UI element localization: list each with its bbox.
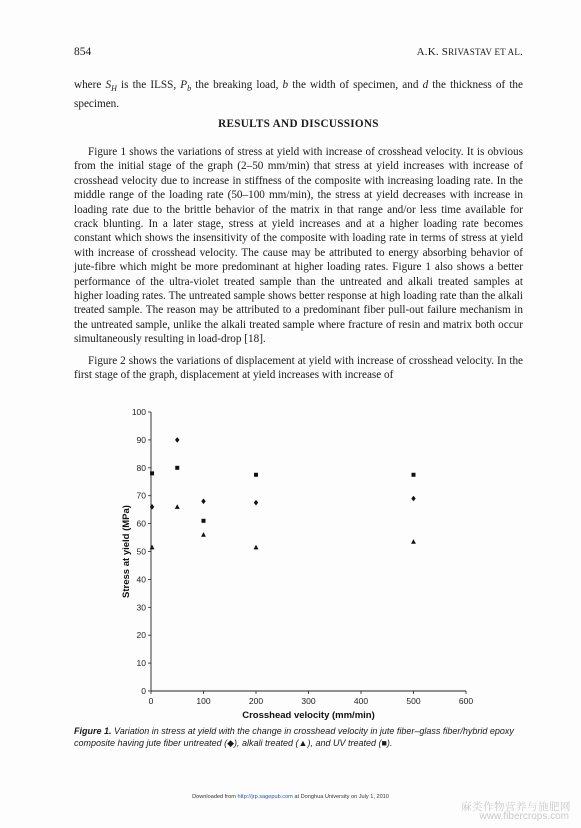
y-tick-label: 30 <box>136 602 146 613</box>
y-tick-label: 90 <box>136 434 146 445</box>
data-point-uv <box>150 471 154 475</box>
y-tick-label: 40 <box>136 574 146 585</box>
page-number: 854 <box>74 46 92 58</box>
section-heading: RESULTS AND DISCUSSIONS <box>218 118 379 130</box>
y-tick-label: 50 <box>136 546 146 557</box>
data-point-uv <box>175 466 179 470</box>
footer-link[interactable]: http://jrp.sagepub.com <box>237 794 293 800</box>
y-tick-label: 70 <box>136 490 146 501</box>
data-point-untreated <box>150 504 154 510</box>
x-tick-label: 200 <box>248 696 264 706</box>
data-point-untreated <box>254 500 258 506</box>
data-point-alkali <box>411 539 416 544</box>
y-tick-label: 80 <box>136 462 146 473</box>
y-tick-label: 0 <box>141 686 146 696</box>
intro-paragraph: where $S_H$ is the ILSS, $P_b$ the breaking load, b the width of specimen, and d the thickness of the specimen. <box>74 79 523 110</box>
x-tick-label: 400 <box>353 696 369 706</box>
data-point-alkali <box>201 532 206 537</box>
data-point-alkali <box>175 504 180 509</box>
data-point-uv <box>412 473 416 477</box>
figure-caption-label: Figure 1. <box>74 726 112 736</box>
y-tick-label: 100 <box>131 407 146 417</box>
figure-caption-text: Variation in stress at yield with the change in crosshead velocity in jute fiber–glass fiber/hybrid epoxy composite having jute fiber untreated (◆), alkali treated (▲), and UV treated (■). <box>74 726 514 748</box>
figure-caption <box>74 726 524 749</box>
x-tick-label: 0 <box>148 696 154 706</box>
x-tick-label: 100 <box>196 696 211 706</box>
paragraph-figure-2: Figure 2 shows the variations of displacement at yield with increase of crosshead velocity. In the first stage of the graph, displacement at yield increases with increase of <box>74 355 523 382</box>
watermark-url: www.fibercrops.com <box>479 811 569 822</box>
y-axis-label: Stress at yield (MPa) <box>121 505 132 598</box>
x-tick-label: 300 <box>301 696 316 706</box>
x-tick-label: 500 <box>406 696 421 706</box>
data-point-alkali <box>150 545 155 550</box>
paragraph-figure-1: Figure 1 shows the variations of stress at yield with increase of crosshead velocity. It is obvious from the initial stage of the graph (2–50 mm/min) that stress at yield increases with increase of crosshead velocity due to increase in stiffness of the composite with increasing loading rate. In the middle range of the loading rate (50–100 mm/min), the stress at yield decreases with increase in loading rate due to the brittle behavior of the matrix in that range and/or less time available for crack blunting. In a later stage, stress at yield increases and at a higher loading rate becomes constant which shows the insensitivity of the composite with loading rate in terms of stress at yield with increase of crosshead velocity. The cause may be attributed to energy absorbing behavior of jute-fibre which might be more predominant at higher loading rates. Figure 1 also shows a better performance of the ultra-violet treated sample than the untreated and alkali treated samples at higher loading rates. The untreated sample shows better response at high loading rate than the alkali treated sample. The reason may be attributed to a predominant fiber pull-out failure mechanism in the untreated sample, unlike the alkali treated sample where fracture of resin and matrix both occur simultaneously resulting in load-drop [18]. <box>74 146 523 346</box>
data-point-untreated <box>175 437 179 443</box>
x-axis-label: Crosshead velocity (mm/min) <box>242 710 375 721</box>
data-point-uv <box>254 473 258 477</box>
data-point-uv <box>202 519 206 523</box>
footer-suffix: at Donghua University on July 1, 2010 <box>294 794 389 800</box>
y-tick-label: 10 <box>136 658 146 669</box>
y-tick-label: 60 <box>136 518 146 529</box>
footer-prefix: Downloaded from <box>192 794 236 800</box>
data-point-untreated <box>411 496 415 502</box>
data-point-alkali <box>254 545 259 550</box>
watermark-chinese: 麻类作物营养与施肥网 <box>461 801 571 813</box>
y-tick-label: 20 <box>136 630 146 641</box>
running-header-authors: A.K. SRIVASTAV ET AL. <box>416 46 523 58</box>
x-tick-label: 600 <box>458 696 474 706</box>
data-point-untreated <box>201 498 205 504</box>
